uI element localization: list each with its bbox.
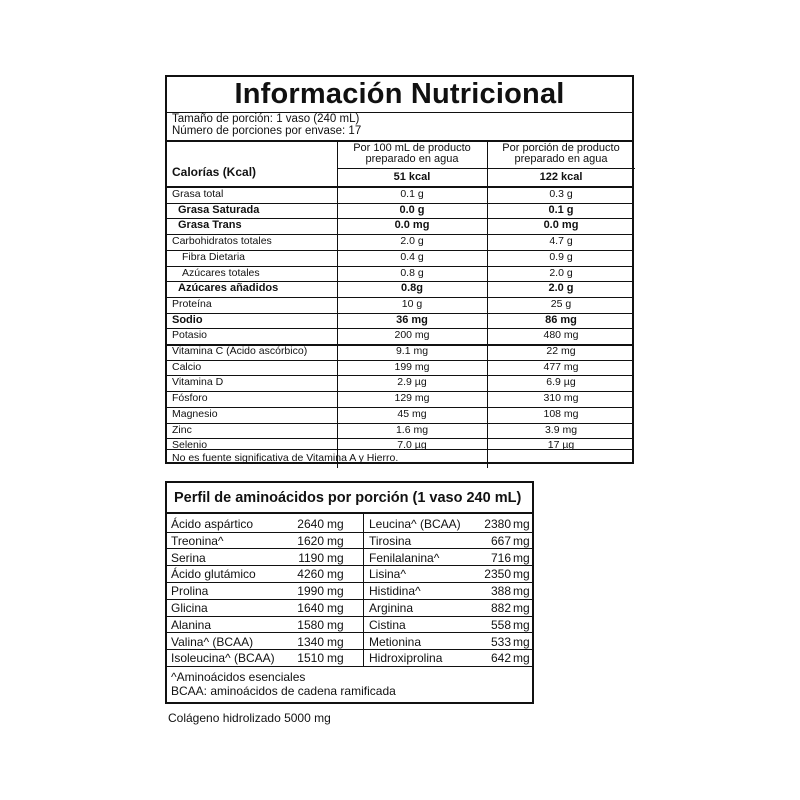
nutrient-per-serving: 108 mg [543,407,579,420]
amino-name: Metionina [369,634,422,649]
amino-row [167,550,532,567]
amino-row [167,566,532,583]
amino-value: 1190 [298,550,324,565]
nutrient-per-serving: 22 mg [546,345,576,357]
amino-row [167,583,532,600]
nutrition-footnote: No es fuente significativa de Vitamina A y Hierro. [172,452,399,464]
kcal-divider [337,168,635,169]
amino-value: 1510 [297,651,324,666]
nutrient-per-serving: 0.3 g [549,188,573,200]
amino-row [167,516,532,533]
col2-header-line1: Por porción de producto [502,142,620,154]
nutrient-label: Carbohidratos totales [172,235,272,248]
nutrient-row [167,328,632,344]
nutrient-label: Sodio [172,313,203,326]
amino-unit: mg [513,617,530,632]
nutrient-label: Magnesio [172,407,218,420]
amino-row [167,600,532,617]
amino-unit: mg [513,550,530,565]
nutrient-label: Fósforo [172,392,208,405]
nutrient-per-serving: 0.1 g [548,203,574,216]
amino-unit: mg [327,651,344,666]
nutrition-facts-panel [165,75,634,464]
nutrient-row [167,391,632,407]
amino-name: Isoleucina^ (BCAA) [171,651,275,666]
amino-unit: mg [327,617,344,632]
nutrient-row [167,218,632,234]
nutrient-row [167,266,632,282]
nutrient-per-serving: 2.0 g [548,282,574,295]
col2-header [487,143,635,165]
nutrient-per-serving: 0.9 g [549,250,573,263]
nutrient-per-100ml: 10 g [401,297,423,310]
nutrient-per-serving: 477 mg [543,360,579,373]
amino-name: Hidroxiprolina [369,651,443,666]
amino-unit: mg [327,517,344,531]
servings-per-container: Número de porciones por envase: 17 [172,125,362,137]
amino-value: 388 [490,584,511,599]
nutrient-row [167,203,632,219]
amino-value: 1990 [297,584,324,599]
nutrition-title: Información Nutricional [167,77,632,113]
essential-note: ^Aminoácidos esenciales [171,670,306,684]
nutrient-per-100ml: 2.9 µg [397,376,427,389]
nutrient-row [167,344,632,360]
nutrient-label: Azúcares añadidos [178,282,279,295]
nutrient-row [167,234,632,250]
amino-name: Glicina [171,601,208,615]
amino-unit: mg [513,517,530,531]
amino-name: Treonina^ [171,533,224,548]
amino-value: 716 [490,550,511,565]
nutrient-per-100ml: 0.0 g [399,203,425,216]
nutrient-per-serving: 3.9 mg [544,423,578,436]
nutrient-label: Selenio [172,439,208,452]
nutrient-row [167,187,632,203]
amino-value: 642 [490,651,511,666]
amino-name: Ácido aspártico [171,517,254,531]
nutrient-row [167,313,632,329]
nutrient-label: Azúcares totales [182,266,260,279]
collagen-note: Colágeno hidrolizado 5000 mg [168,711,331,725]
kcal-per-serving: 122 kcal [539,171,583,183]
nutrient-per-serving: 25 g [550,297,572,310]
amino-unit: mg [327,634,344,649]
nutrient-per-100ml: 129 mg [394,392,430,405]
nutrient-per-serving: 4.7 g [549,235,573,248]
nutrient-label: Vitamina D [172,376,224,389]
nutrient-per-serving: 480 mg [543,329,579,342]
nutrient-per-serving: 0.0 mg [543,219,579,232]
amino-row [167,634,532,651]
amino-value: 1580 [297,617,324,632]
amino-name: Leucina^ (BCAA) [369,517,461,531]
amino-name: Serina [171,550,206,565]
nutrient-per-serving: 17 µg [547,439,575,452]
amino-name: Ácido glutámico [171,567,256,582]
amino-name: Valina^ (BCAA) [171,634,254,649]
amino-value: 558 [490,617,511,632]
nutrient-label: Potasio [172,329,208,342]
nutrient-per-serving: 310 mg [543,392,579,405]
nutrient-per-100ml: 0.0 mg [394,219,430,232]
nutrient-row [167,407,632,423]
amino-name: Alanina [171,617,212,632]
amino-unit: mg [513,634,530,649]
amino-row [167,533,532,550]
nutrient-per-100ml: 45 mg [397,407,427,420]
amino-name: Arginina [369,601,414,615]
amino-row [167,617,532,634]
amino-value: 882 [490,601,511,615]
amino-unit: mg [513,584,530,599]
amino-value: 2380 [484,517,511,531]
nutrient-per-100ml: 7.0 µg [397,439,427,452]
amino-value: 1340 [297,634,324,649]
nutrient-per-serving: 6.9 µg [546,376,576,389]
nutrient-per-100ml: 0.8g [400,282,423,295]
amino-name: Cistina [369,617,406,632]
nutrient-per-100ml: 0.1 g [400,188,424,200]
amino-unit: mg [513,567,530,582]
nutrient-label: Fibra Dietaria [182,250,246,263]
amino-unit: mg [513,651,530,666]
nutrient-row [167,360,632,376]
amino-unit: mg [327,601,344,615]
nutrient-row [167,281,632,297]
nutrient-per-serving: 2.0 g [549,266,573,279]
nutrient-label: Vitamina C (Ácido ascórbico) [172,345,308,357]
amino-unit: mg [327,550,344,565]
kcal-per-100ml: 51 kcal [393,171,431,183]
nutrient-label: Grasa Saturada [178,203,260,216]
nutrient-per-100ml: 36 mg [396,313,428,326]
nutrient-row [167,250,632,266]
nutrient-per-100ml: 0.8 g [400,266,424,279]
amino-unit: mg [513,533,530,548]
amino-unit: mg [327,533,344,548]
nutrient-per-100ml: 1.6 mg [395,423,429,436]
nutrient-label: Grasa Trans [178,219,242,232]
amino-unit: mg [513,601,530,615]
nutrient-per-100ml: 200 mg [394,329,430,342]
nutrient-label: Grasa total [172,188,224,200]
nutrient-label: Proteína [172,297,212,310]
serving-size: Tamaño de porción: 1 vaso (240 mL) [172,113,360,125]
amino-name: Fenilalanina^ [369,550,440,565]
nutrient-per-100ml: 9.1 mg [395,345,429,357]
amino-value: 4260 [297,567,324,582]
serving-info [172,113,361,137]
col1-header-line1: Por 100 mL de producto [353,142,471,154]
nutrient-row [167,423,632,439]
amino-title: Perfil de aminoácidos por porción (1 vaso 240 mL) [167,483,532,514]
amino-value: 533 [490,634,511,649]
amino-column-divider [363,514,364,667]
amino-acid-panel [165,481,534,704]
amino-name: Tirosina [369,533,412,548]
amino-value: 1620 [297,533,324,548]
col1-header-line2: preparado en agua [365,153,459,165]
amino-value: 2640 [297,517,324,531]
nutrient-per-100ml: 0.4 g [400,250,424,263]
amino-value: 2350 [484,567,511,582]
footnote-divider [167,449,632,450]
calories-label: Calorías (Kcal) [172,165,257,179]
nutrient-label: Calcio [172,360,202,373]
nutrient-per-serving: 86 mg [545,313,577,326]
nutrient-per-100ml: 199 mg [394,360,430,373]
amino-name: Lisina^ [369,567,406,582]
amino-unit: mg [327,567,344,582]
col2-header-line2: preparado en agua [514,153,608,165]
amino-value: 1640 [297,601,324,615]
nutrient-row [167,375,632,391]
nutrient-label: Zinc [172,423,192,436]
col1-header [337,143,487,165]
amino-row [167,650,532,667]
amino-unit: mg [327,584,344,599]
amino-value: 667 [490,533,511,548]
bcaa-note: BCAA: aminoácidos de cadena ramificada [171,684,396,698]
nutrient-per-100ml: 2.0 g [400,235,424,248]
amino-notes [171,670,396,698]
nutrient-row [167,297,632,313]
amino-name: Histidina^ [369,584,421,599]
amino-name: Prolina [171,584,209,599]
